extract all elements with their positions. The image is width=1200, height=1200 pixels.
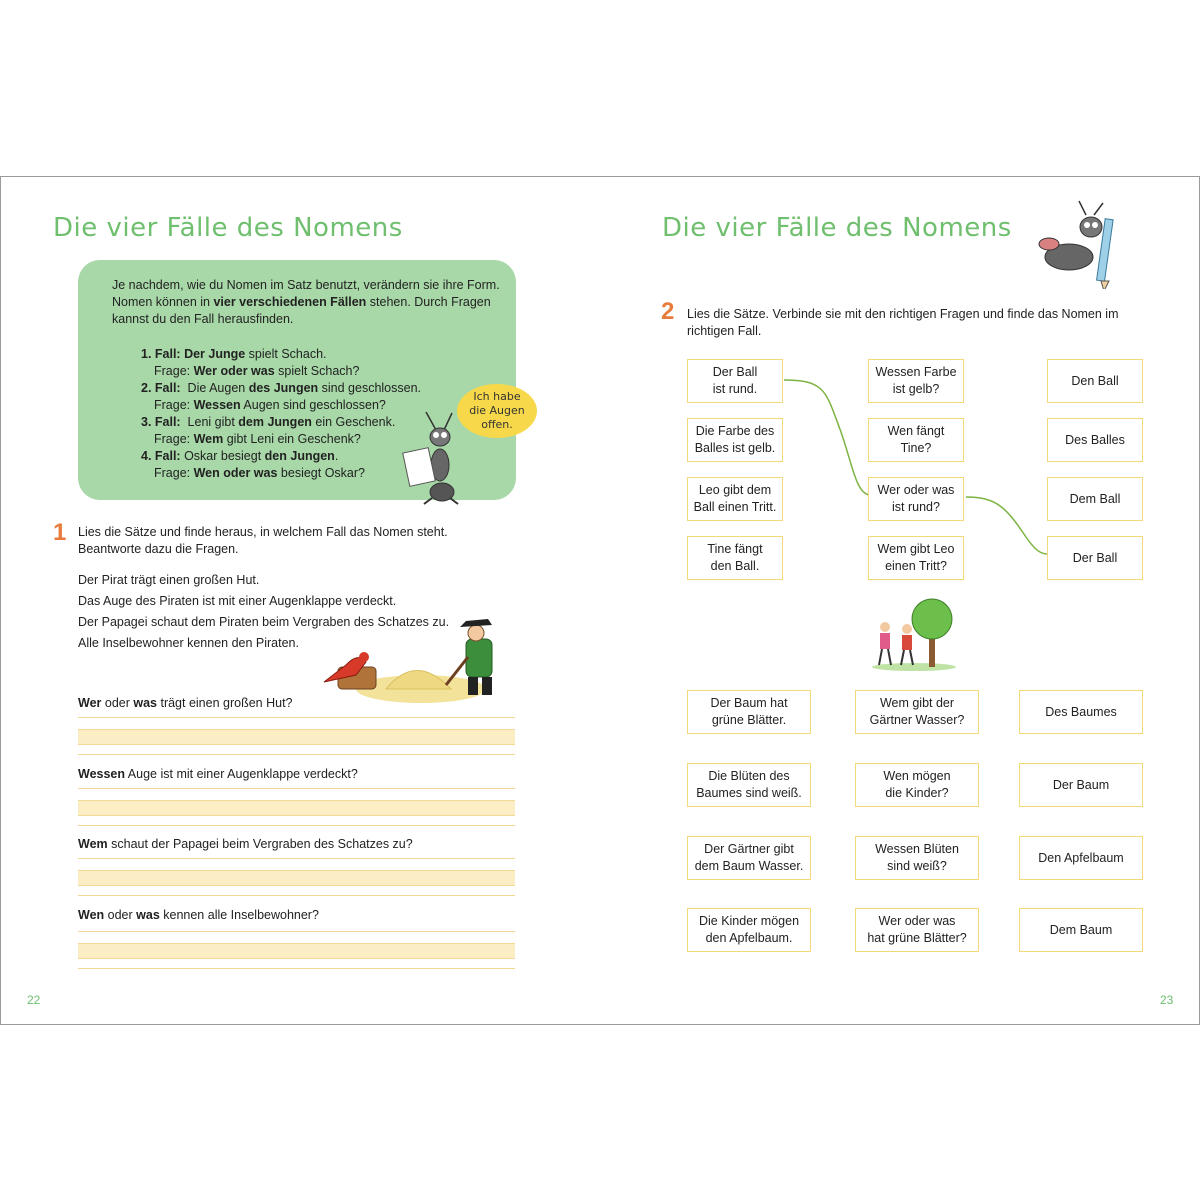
case-2-question: Frage: Wessen Augen sind geschlossen? — [154, 398, 386, 412]
bubble-line-2: die Augen — [469, 404, 525, 417]
case-2: 2. Fall: Die Augen des Jungen sind geschlossen. — [141, 381, 422, 395]
left-page-title: Die vier Fälle des Nomens — [53, 213, 403, 243]
question-1: Wer oder was trägt einen großen Hut? — [78, 696, 293, 710]
answer-lines-1[interactable] — [78, 717, 515, 755]
sentence-box-tree-4[interactable]: Die Kinder mögen den Apfelbaum. — [687, 908, 811, 952]
task-1-line-1: Lies die Sätze und finde heraus, in welchem Fall das Nomen steht. — [78, 525, 448, 539]
right-page-title: Die vier Fälle des Nomens — [662, 213, 1012, 243]
info-box — [78, 260, 516, 500]
case-3-question: Frage: Wem gibt Leni ein Geschenk? — [154, 432, 361, 446]
book-spread — [0, 176, 1200, 1025]
case-1-question: Frage: Wer oder was spielt Schach? — [154, 364, 360, 378]
task-2-line-2: richtigen Fall. — [687, 324, 762, 338]
question-box-ball-4[interactable]: Wem gibt Leo einen Tritt? — [868, 536, 964, 580]
task-number-1: 1 — [53, 519, 67, 546]
sentence-3: Der Papagei schaut dem Piraten beim Vergraben des Schatzes zu. — [78, 615, 450, 629]
speech-bubble — [457, 384, 537, 438]
page-number-left: 22 — [27, 993, 41, 1007]
ant-with-pencil-illustration — [1031, 199, 1121, 289]
answer-lines-2[interactable] — [78, 788, 515, 826]
bubble-line-3: offen. — [481, 418, 513, 431]
sentence-box-ball-3[interactable]: Leo gibt dem Ball einen Tritt. — [687, 477, 783, 521]
answer-box-ball-3[interactable]: Dem Ball — [1047, 477, 1143, 521]
question-box-tree-4[interactable]: Wer oder was hat grüne Blätter? — [855, 908, 979, 952]
sentence-box-ball-2[interactable]: Die Farbe des Balles ist gelb. — [687, 418, 783, 462]
question-box-tree-3[interactable]: Wessen Blüten sind weiß? — [855, 836, 979, 880]
question-box-tree-1[interactable]: Wem gibt der Gärtner Wasser? — [855, 690, 979, 734]
sentence-box-ball-4[interactable]: Tine fängt den Ball. — [687, 536, 783, 580]
children-tree-illustration — [869, 597, 959, 672]
bubble-line-1: Ich habe — [473, 390, 521, 403]
page-number-right: 23 — [1160, 993, 1174, 1007]
question-3: Wem schaut der Papagei beim Vergraben des Schatzes zu? — [78, 837, 413, 851]
intro-line-3: kannst du den Fall herausfinden. — [112, 312, 294, 326]
case-3: 3. Fall: Leni gibt dem Jungen ein Geschenk. — [141, 415, 396, 429]
sentence-box-tree-1[interactable]: Der Baum hat grüne Blätter. — [687, 690, 811, 734]
answer-box-tree-2[interactable]: Der Baum — [1019, 763, 1143, 807]
intro-line-1: Je nachdem, wie du Nomen im Satz benutzt, verändern sie ihre Form. — [112, 278, 500, 292]
intro-line-2: Nomen können in vier verschiedenen Fällen stehen. Durch Fragen — [112, 295, 491, 309]
case-4: 4. Fall: Oskar besiegt den Jungen. — [141, 449, 339, 463]
sentence-box-tree-2[interactable]: Die Blüten des Baumes sind weiß. — [687, 763, 811, 807]
task-2-line-1: Lies die Sätze. Verbinde sie mit den richtigen Fragen und finde das Nomen im — [687, 307, 1119, 321]
answer-box-ball-1[interactable]: Den Ball — [1047, 359, 1143, 403]
case-4-question: Frage: Wen oder was besiegt Oskar? — [154, 466, 365, 480]
sentence-box-tree-3[interactable]: Der Gärtner gibt dem Baum Wasser. — [687, 836, 811, 880]
answer-box-ball-2[interactable]: Des Balles — [1047, 418, 1143, 462]
task-number-2: 2 — [661, 298, 675, 325]
sentence-4: Alle Inselbewohner kennen den Piraten. — [78, 636, 299, 650]
sentence-2: Das Auge des Piraten ist mit einer Augenklappe verdeckt. — [78, 594, 397, 608]
answer-box-tree-4[interactable]: Dem Baum — [1019, 908, 1143, 952]
answer-lines-4[interactable] — [78, 931, 515, 969]
answer-box-ball-4[interactable]: Der Ball — [1047, 536, 1143, 580]
question-box-tree-2[interactable]: Wen mögen die Kinder? — [855, 763, 979, 807]
answer-lines-3[interactable] — [78, 858, 515, 896]
question-box-ball-1[interactable]: Wessen Farbe ist gelb? — [868, 359, 964, 403]
question-2: Wessen Auge ist mit einer Augenklappe verdeckt? — [78, 767, 358, 781]
answer-box-tree-3[interactable]: Den Apfelbaum — [1019, 836, 1143, 880]
task-1-line-2: Beantworte dazu die Fragen. — [78, 542, 239, 556]
question-box-ball-3[interactable]: Wer oder was ist rund? — [868, 477, 964, 521]
question-box-ball-2[interactable]: Wen fängt Tine? — [868, 418, 964, 462]
sentence-1: Der Pirat trägt einen großen Hut. — [78, 573, 260, 587]
sentence-box-ball-1[interactable]: Der Ball ist rund. — [687, 359, 783, 403]
pirate-parrot-illustration — [316, 617, 526, 707]
answer-box-tree-1[interactable]: Des Baumes — [1019, 690, 1143, 734]
case-1: 1. Fall: Der Junge spielt Schach. — [141, 347, 327, 361]
question-4: Wen oder was kennen alle Inselbewohner? — [78, 908, 319, 922]
